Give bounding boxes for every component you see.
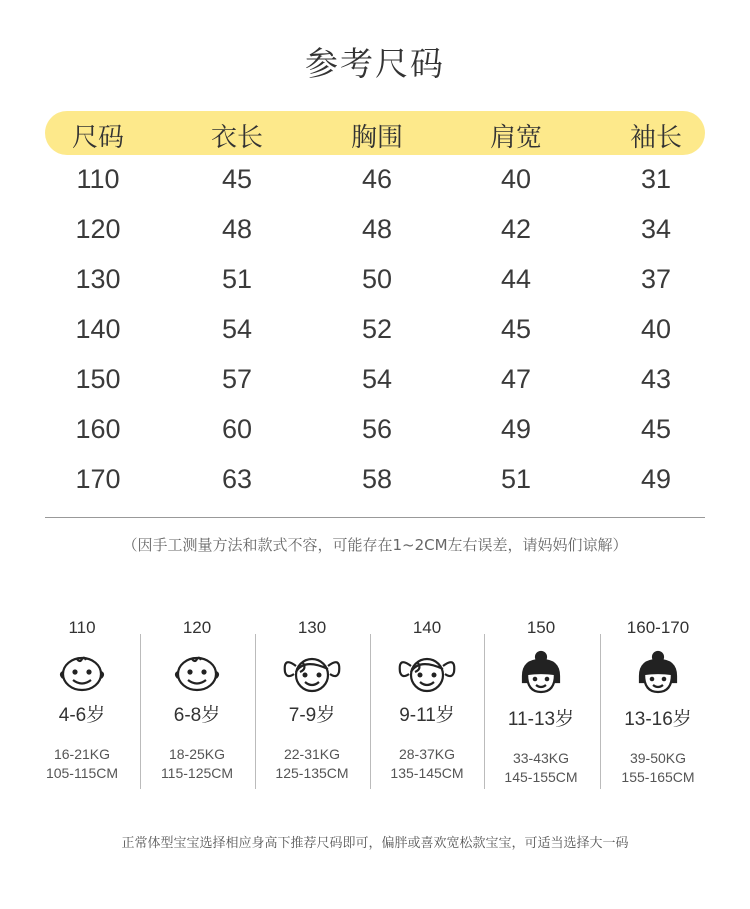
table-cell: 48	[221, 214, 253, 244]
card-separator	[484, 634, 485, 789]
table-cell: 34	[640, 214, 672, 244]
age-card	[255, 618, 369, 790]
header-chest: 胸围	[350, 122, 403, 152]
age-card-height: 125-135CM	[275, 765, 349, 781]
table-cell: 42	[500, 214, 532, 244]
age-card-weight: 39-50KG	[629, 750, 687, 766]
table-cell: 45	[500, 314, 532, 344]
table-cell: 54	[221, 314, 253, 344]
age-card-weight: 16-21KG	[53, 746, 111, 762]
page-title: 参考尺码	[305, 44, 445, 83]
table-cell: 170	[75, 464, 121, 494]
card-separator	[255, 634, 256, 789]
table-cell: 49	[640, 464, 672, 494]
table-cell: 140	[75, 314, 121, 344]
age-card-size: 150	[526, 618, 556, 637]
footer-note: 正常体型宝宝选择相应身高下推荐尺码即可，偏胖或喜欢宽松款宝宝，可适当选择大一码	[121, 836, 629, 851]
table-cell: 43	[640, 364, 672, 394]
table-cell: 130	[75, 264, 121, 294]
table-cell: 47	[500, 364, 532, 394]
age-card	[484, 618, 598, 790]
age-card-age: 7-9岁	[288, 705, 336, 726]
table-cell: 46	[361, 164, 393, 194]
table-cell: 40	[500, 164, 532, 194]
card-separator	[140, 634, 141, 789]
age-card-age: 9-11岁	[399, 705, 455, 726]
age-card-weight: 22-31KG	[283, 746, 341, 762]
age-card-size: 160-170	[626, 618, 690, 637]
table-cell: 45	[640, 414, 672, 444]
age-card	[25, 618, 139, 790]
age-card-weight: 33-43KG	[512, 750, 570, 766]
table-cell: 57	[221, 364, 253, 394]
table-cell: 56	[361, 414, 393, 444]
age-card-height: 115-125CM	[160, 765, 234, 781]
table-cell: 40	[640, 314, 672, 344]
age-card-size: 110	[68, 618, 96, 637]
table-cell: 31	[640, 164, 672, 194]
card-separator	[600, 634, 601, 789]
divider	[45, 517, 705, 518]
age-card-weight: 18-25KG	[168, 746, 226, 762]
age-card-height: 135-145CM	[390, 765, 464, 781]
baby-face-icon	[140, 650, 254, 694]
measurement-note: （因手工测量方法和款式不容，可能存在1~2CM左右误差，请妈妈们谅解）	[122, 536, 628, 554]
age-card-age: 13-16岁	[624, 709, 692, 730]
age-card-size: 140	[412, 618, 442, 637]
table-cell: 160	[75, 414, 121, 444]
table-cell: 52	[361, 314, 393, 344]
header-sleeve: 袖长	[629, 122, 682, 152]
table-cell: 49	[500, 414, 532, 444]
age-card	[601, 618, 715, 790]
girl-bun-icon	[484, 650, 598, 698]
baby-face-icon	[25, 650, 139, 694]
girl-pigtails-icon	[255, 650, 369, 694]
age-card-size: 120	[182, 618, 212, 637]
age-card-height: 145-155CM	[504, 769, 578, 785]
table-cell: 48	[361, 214, 393, 244]
header-length: 衣长	[210, 122, 263, 152]
table-cell: 44	[500, 264, 532, 294]
table-cell: 54	[361, 364, 393, 394]
girl-pigtails-icon	[370, 650, 484, 694]
age-card-height: 105-115CM	[45, 765, 119, 781]
header-size: 尺码	[71, 122, 124, 152]
card-separator	[370, 634, 371, 789]
age-card	[140, 618, 254, 790]
table-cell: 51	[500, 464, 532, 494]
table-cell: 150	[75, 364, 121, 394]
table-cell: 60	[221, 414, 253, 444]
age-card-age: 4-6岁	[58, 705, 106, 726]
age-card-size: 130	[297, 618, 327, 637]
girl-bun-icon	[601, 650, 715, 698]
age-card-height: 155-165CM	[621, 769, 695, 785]
table-cell: 110	[76, 164, 120, 194]
table-cell: 37	[640, 264, 672, 294]
header-shoulder: 肩宽	[489, 122, 542, 152]
age-card-age: 6-8岁	[173, 705, 221, 726]
table-cell: 120	[75, 214, 121, 244]
table-cell: 51	[221, 264, 253, 294]
table-cell: 50	[361, 264, 393, 294]
table-cell: 45	[221, 164, 253, 194]
table-cell: 63	[221, 464, 253, 494]
age-card-weight: 28-37KG	[398, 746, 456, 762]
table-cell: 58	[361, 464, 393, 494]
age-card-age: 11-13岁	[507, 709, 575, 730]
age-card	[370, 618, 484, 790]
